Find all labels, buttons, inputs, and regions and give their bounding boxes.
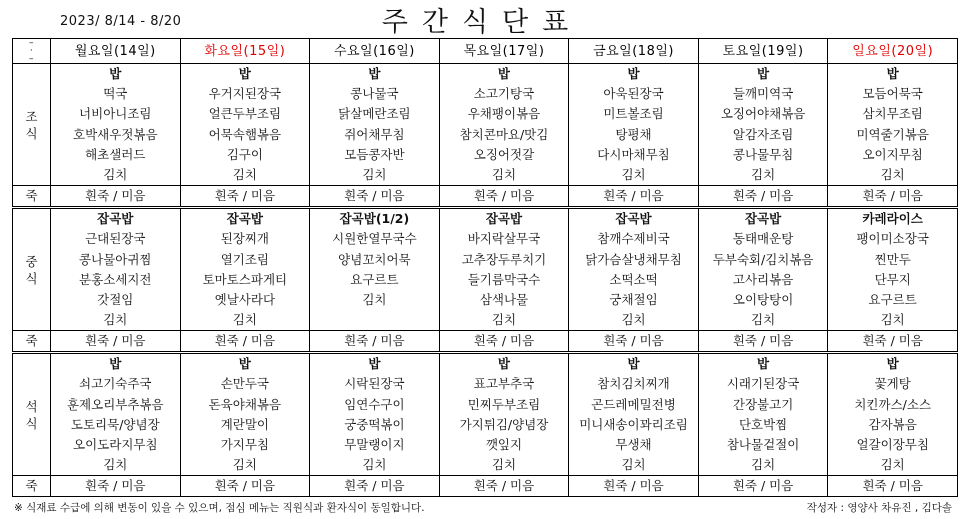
juk-cell: 흰죽 / 미음 [51,331,181,353]
menu-item: 김치 [103,457,128,473]
menu-item: 김치 [621,312,646,328]
menu-cell [310,64,440,186]
menu-item: 계란말이 [220,416,269,432]
menu-item: 궁중떡볶이 [344,416,405,432]
menu-main-dish: 밥 [886,356,899,372]
menu-item: 알감자조림 [732,126,794,142]
menu-item: 얼큰두부조림 [208,106,282,122]
menu-item: 무말랭이지 [344,437,405,452]
juk-cell: 흰죽 / 미음 [310,186,440,208]
juk-label: 죽 [13,476,51,497]
menu-cell [51,64,181,186]
menu-main-dish: 밥 [886,66,899,81]
menu-cell [180,64,310,186]
juk-row [13,186,958,208]
menu-item: 갓절임 [97,291,134,307]
menu-item: 김치 [362,166,387,182]
day-header-row [13,39,958,64]
menu-item: 소떡소떡 [609,271,658,287]
menu-item: 김치 [491,457,517,473]
menu-cell [569,208,699,331]
menu-item: 곤드레메밀전병 [591,396,676,412]
menu-cell [180,208,310,331]
day-header-4: 금요일(18일) [569,39,699,64]
menu-main-dish: 밥 [497,66,510,81]
menu-item: 미역줄기볶음 [856,126,929,142]
meal-row-1 [13,208,958,331]
menu-item: 모듬어묵국 [862,86,923,102]
menu-item: 요구르트 [868,291,917,307]
day-header-0: 월요일(14일) [51,39,181,64]
juk-cell: 흰죽 / 미음 [439,476,569,497]
juk-cell: 흰죽 / 미음 [569,186,699,208]
menu-item: 김치 [751,166,776,182]
menu-item: 표고부추국 [473,376,535,392]
meal-label-char: 중 [25,253,38,269]
menu-item: 떡국 [103,86,128,102]
day-header-5: 토요일(19일) [698,39,828,64]
juk-cell: 흰죽 / 미음 [698,186,828,208]
menu-cell [569,64,699,186]
menu-main-dish: 밥 [368,66,381,81]
author-credit: 작성자 : 영양사 차유진 , 김다솔 [806,502,952,514]
juk-cell: 흰죽 / 미음 [51,476,181,497]
menu-item: 된장찌개 [220,231,269,247]
menu-item: 김치 [103,312,128,328]
juk-cell: 흰죽 / 미음 [828,331,958,353]
menu-item: 어묵속햄볶음 [208,126,282,142]
menu-item: 오징어야채볶음 [720,106,806,122]
menu-main-dish: 밥 [757,356,770,372]
menu-item: 너비아니조림 [79,106,152,122]
menu-cell [828,64,958,186]
menu-item: 고사리볶음 [732,271,794,287]
menu-item: 김치 [751,457,776,473]
menu-item: 콩나물국 [350,86,399,102]
menu-cell [310,353,440,476]
menu-item: 미니새송이꽈리조림 [579,416,688,432]
menu-item: 김치 [621,457,646,473]
menu-main-dish: 밥 [757,66,770,81]
menu-main-dish: 밥 [368,356,381,372]
juk-cell: 흰죽 / 미음 [569,476,699,497]
day-header-2: 수요일(16일) [310,39,440,64]
menu-item: 김치 [362,457,387,473]
menu-item [310,310,439,330]
menu-item: 열기조림 [220,251,269,267]
menu-item: 김치 [232,312,257,328]
menu-cell [698,208,828,331]
menu-main-dish: 밥 [238,356,251,372]
juk-cell: 흰죽 / 미음 [310,476,440,497]
menu-item: 간장불고기 [732,396,794,412]
menu-cell [439,353,569,476]
menu-item: 쇠고기숙주국 [79,376,152,392]
juk-row [13,331,958,353]
juk-cell: 흰죽 / 미음 [828,476,958,497]
juk-cell: 흰죽 / 미음 [439,331,569,353]
menu-item: 단호박찜 [738,416,788,432]
menu-item: 동태매운탕 [732,231,794,247]
juk-cell: 흰죽 / 미음 [439,186,569,208]
menu-item: 오징어젓갈 [473,146,535,162]
menu-item: 손만두국 [220,376,269,392]
menu-item: 훈제오리부추볶음 [66,396,164,412]
menu-main-dish: 밥 [627,356,640,372]
menu-item: 김치 [362,291,387,307]
menu-item: 우채팽이볶음 [467,106,541,122]
menu-item: 근대된장국 [85,231,146,247]
menu-main-dish: 잡곡밥 [744,211,782,227]
menu-item: 시락된장국 [344,376,405,392]
menu-cell [828,353,958,476]
menu-item: 참나물겉절이 [726,437,800,452]
menu-item: 삼색나물 [479,291,529,307]
menu-item: 분홍소세지전 [79,271,152,287]
menu-main-dish: 잡곡밥 [226,211,263,227]
menu-item: 토마토스파게티 [202,271,288,287]
menu-item: 콩나물아귀찜 [79,251,152,267]
menu-item: 미트볼조림 [603,106,664,122]
menu-item: 민찌두부조림 [467,396,541,412]
menu-cell [51,208,181,331]
menu-main-dish: 밥 [109,66,122,81]
menu-cell [439,208,569,331]
meal-label [13,208,51,331]
menu-item: 김구이 [226,146,263,162]
menu-item: 가지튀김/양념장 [459,416,549,432]
menu-item: 오이지무침 [862,146,923,162]
menu-item: 얼갈이장무침 [856,437,929,452]
menu-item: 김치 [103,166,128,182]
menu-cell [828,208,958,331]
menu-item: 단무지 [874,271,911,287]
menu-item: 탕평채 [615,126,652,142]
menu-item: 가지무침 [220,437,269,452]
menu-item: 바지락살무국 [467,231,541,247]
menu-main-dish: 밥 [627,66,640,81]
menu-item: 김치 [751,312,776,328]
menu-item: 김치 [880,312,905,328]
menu-item: 임연수구이 [344,396,405,412]
menu-item: 시원한열무국수 [332,231,417,247]
menu-cell [698,353,828,476]
menu-item: 김치 [621,166,646,182]
menu-item: 모듬콩자반 [344,146,405,162]
page-title: 주간식단표 [381,7,583,38]
menu-item: 소고기탕국 [473,86,535,102]
menu-main-dish: 카레라이스 [862,211,923,227]
day-header-1: 화요일(15일) [180,39,310,64]
meal-label-char: 석 [25,398,38,414]
corner-cell: – · – [13,39,51,64]
menu-item: 두부숙회/김치볶음 [712,251,814,267]
juk-cell: 흰죽 / 미음 [180,476,310,497]
menu-item: 김치 [232,166,257,182]
menu-item: 쥐어채무침 [344,126,405,142]
menu-item: 오이탕탕이 [732,291,794,307]
menu-cell [569,353,699,476]
menu-item: 김치 [491,166,517,182]
meal-label-char: 식 [25,270,38,286]
menu-item: 콩나물무침 [732,146,794,162]
menu-main-dish: 잡곡밥 [615,211,652,227]
juk-cell: 흰죽 / 미음 [828,186,958,208]
menu-item: 참치김치찌개 [597,376,670,392]
juk-cell: 흰죽 / 미음 [180,331,310,353]
menu-item: 아욱된장국 [603,86,664,102]
menu-main-dish: 밥 [109,356,122,372]
menu-item: 시래기된장국 [726,376,800,392]
juk-label: 죽 [13,331,51,353]
menu-item: 돈육야채볶음 [208,396,282,412]
menu-item: 다시마채무침 [597,146,670,162]
juk-cell: 흰죽 / 미음 [310,331,440,353]
juk-cell: 흰죽 / 미음 [698,476,828,497]
menu-main-dish: 잡곡밥(1/2) [339,211,410,227]
meal-label-char: 식 [25,415,38,431]
menu-cell [439,64,569,186]
menu-item: 요구르트 [350,271,399,287]
menu-item: 닭가슴살냉채무침 [585,251,682,267]
date-range: 2023/ 8/14 - 8/20 [60,14,182,29]
menu-item: 참깨수제비국 [597,231,670,247]
menu-item: 꽃게탕 [874,376,911,392]
menu-cell [51,353,181,476]
menu-item: 옛날사라다 [214,291,276,307]
menu-item: 팽이미소장국 [856,231,929,247]
menu-cell [180,353,310,476]
menu-item: 김치 [880,457,905,473]
menu-item: 고추장두루치기 [461,251,547,267]
menu-item: 오이도라지무침 [73,437,158,452]
menu-item: 해초샐러드 [85,146,146,162]
menu-item: 치킨까스/소스 [854,396,932,412]
menu-item: 깻잎지 [485,437,523,452]
menu-item: 닭살메란조림 [338,106,411,122]
weekly-menu-table [12,38,958,497]
day-header-3: 목요일(17일) [439,39,569,64]
meal-label-char: 조 [25,108,38,124]
meal-label [13,353,51,476]
menu-item: 삼치무조림 [862,106,923,122]
menu-item: 참치콘마요/맛김 [459,126,549,142]
menu-item: 감자볶음 [868,416,917,432]
menu-item: 김치 [491,312,517,328]
menu-cell [310,208,440,331]
menu-item: 도토리묵/양념장 [70,416,160,432]
footnote: ※ 식재료 수급에 의해 변동이 있을 수 있으며, 점심 메뉴는 직원식과 환자식이 동일합니다. [14,502,425,514]
menu-main-dish: 밥 [497,356,510,372]
meal-label-char: 식 [25,125,38,141]
juk-cell: 흰죽 / 미음 [180,186,310,208]
menu-item: 김치 [232,457,257,473]
juk-cell: 흰죽 / 미음 [51,186,181,208]
menu-item: 양념꼬치어묵 [338,251,411,267]
day-header-6: 일요일(20일) [828,39,958,64]
juk-cell: 흰죽 / 미음 [569,331,699,353]
juk-row [13,476,958,497]
menu-item: 들기름막국수 [467,271,541,287]
meal-row-0 [13,64,958,186]
menu-item: 궁채절임 [609,291,658,307]
menu-item: 찐만두 [874,251,911,267]
meal-row-2 [13,353,958,476]
menu-main-dish: 잡곡밥 [485,211,523,227]
juk-label: 죽 [13,186,51,208]
menu-item: 호박새우젓볶음 [73,126,158,142]
menu-cell [698,64,828,186]
menu-item: 김치 [880,166,905,182]
menu-main-dish: 잡곡밥 [97,211,134,227]
menu-item: 무생채 [615,437,652,452]
meal-label [13,64,51,186]
menu-main-dish: 밥 [238,66,251,81]
menu-item: 들깨미역국 [732,86,794,102]
menu-item: 우거지된장국 [208,86,282,102]
juk-cell: 흰죽 / 미음 [698,331,828,353]
